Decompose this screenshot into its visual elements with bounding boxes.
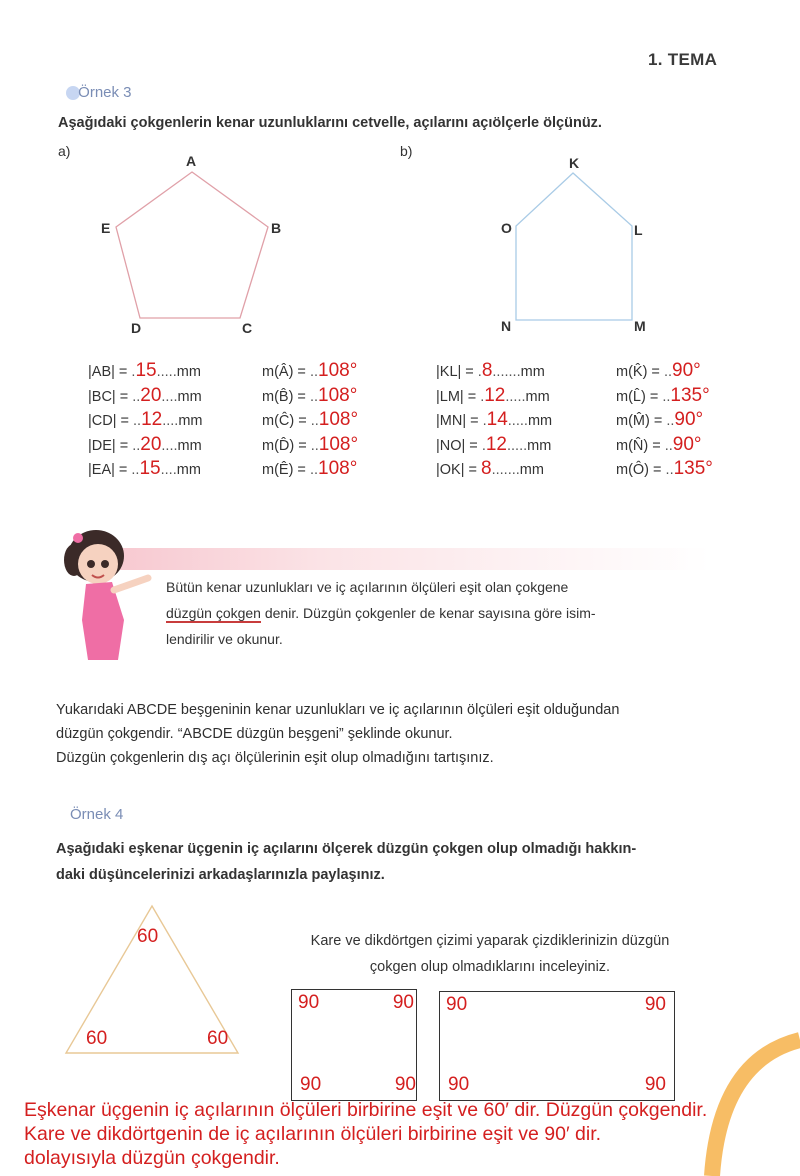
triangle-angle-top: 60 xyxy=(137,926,159,947)
paragraph-line-3: Düzgün çokgenlerin dış açı ölçülerinin eşit olup olmadığını tartışınız. xyxy=(56,750,494,766)
info-band xyxy=(110,548,710,570)
answer-ok: 8 xyxy=(481,458,492,479)
instruction-line-1: Kare ve dikdörtgen çizimi yaparak çizdiklerinizin düzgün xyxy=(310,933,670,949)
example-3-question: Aşağıdaki çokgenlerin kenar uzunluklarını cetvelle, açılarını açıölçerle ölçünüz. xyxy=(58,115,602,131)
answer-mn: 14 xyxy=(486,409,508,430)
angle-row-l: m(L̂) = ..135° xyxy=(616,384,710,406)
side-row-bc: |BC| = ..20....mm xyxy=(88,384,202,406)
girl-character-illustration xyxy=(52,520,162,670)
info-line-3: lendirilir ve okunur. xyxy=(166,631,283,647)
rectangle-angle-tl: 90 xyxy=(446,994,468,1015)
triangle-angle-right: 60 xyxy=(207,1028,229,1049)
answer-line-1: Eşkenar üçgenin iç açılarının ölçüleri birbirine eşit ve 60′ dir. Düzgün çokgendir. xyxy=(24,1099,708,1121)
pentagon-angles-list xyxy=(262,360,358,483)
answer-no: 12 xyxy=(485,433,507,455)
rectangle-figure xyxy=(439,991,675,1101)
rectangle-angle-tr: 90 xyxy=(644,994,666,1015)
side-row-mn: |MN| = .14.....mm xyxy=(436,409,553,430)
square-figure xyxy=(291,989,417,1101)
angle-row-n: m(N̂) = ..90° xyxy=(616,433,702,455)
vertex-e: E xyxy=(101,220,111,236)
answer-angle-c: 108° xyxy=(318,409,359,430)
answer-angle-e: 108° xyxy=(318,458,358,479)
answer-lm: 12 xyxy=(484,384,506,406)
vertex-a: A xyxy=(186,153,197,169)
side-row-ab: |AB| = .15.....mm xyxy=(88,360,201,381)
example-4-question xyxy=(56,836,636,888)
part-b-label: b) xyxy=(400,143,413,159)
side-row-cd: |CD| = ..12....mm xyxy=(88,409,203,430)
answer-angle-k: 90° xyxy=(672,360,701,381)
vertex-k: K xyxy=(569,155,580,171)
term-regular-polygon: düzgün çokgen xyxy=(166,605,261,621)
pentagon-klmno-shape xyxy=(516,173,632,320)
answer-angle-o: 135° xyxy=(673,458,713,479)
vertex-n: N xyxy=(501,318,512,334)
vertex-d: D xyxy=(131,320,142,336)
angle-row-k: m(K̂) = ..90° xyxy=(616,360,701,381)
answer-line-2: Kare ve dikdörtgenin de iç açılarının ölçüleri birbirine eşit ve 90′ dir. xyxy=(24,1123,602,1145)
example-4-question-line-2: daki düşüncelerinizi arkadaşlarınızla paylaşınız. xyxy=(56,867,385,883)
answer-angle-m: 90° xyxy=(674,409,704,430)
paragraph-line-1: Yukarıdaki ABCDE beşgeninin kenar uzunlukları ve iç açılarının ölçüleri eşit olduğundan xyxy=(56,702,620,718)
rectangle-angle-br: 90 xyxy=(644,1074,666,1095)
answer-angle-b: 108° xyxy=(318,384,358,406)
side-row-lm: |LM| = .12.....mm xyxy=(436,384,550,406)
angle-row-m: m(M̂) = ..90° xyxy=(616,409,704,430)
angle-row-c: m(Ĉ) = ..108° xyxy=(262,409,359,430)
pentagon-figure xyxy=(0,0,800,350)
vertex-o: O xyxy=(501,220,512,236)
polygon-angles-list xyxy=(616,360,713,483)
explanation-paragraph xyxy=(56,698,756,770)
answer-kl: 8 xyxy=(481,360,493,381)
answer-bc: 20 xyxy=(140,384,162,406)
side-row-kl: |KL| = .8.......mm xyxy=(436,360,545,381)
side-row-ea: |EA| = ..15....mm xyxy=(88,458,201,479)
angle-row-o: m(Ô) = ..135° xyxy=(616,458,713,479)
square-rectangle-instruction xyxy=(280,928,700,980)
side-row-no: |NO| = .12.....mm xyxy=(436,433,552,455)
side-row-de: |DE| = ..20....mm xyxy=(88,433,202,455)
triangle-angle-left: 60 xyxy=(86,1028,108,1049)
example-3-label-text: Örnek 3 xyxy=(78,84,132,101)
answer-de: 20 xyxy=(140,433,162,455)
angle-row-d: m(D̂) = ..108° xyxy=(262,433,359,455)
square-angle-br: 90 xyxy=(394,1074,416,1095)
side-row-ok: |OK| = 8.......mm xyxy=(436,458,544,479)
square-angle-tl: 90 xyxy=(298,992,320,1013)
vertex-m: M xyxy=(634,318,646,334)
answer-angle-a: 108° xyxy=(318,360,358,381)
page-section-title: 1. TEMA xyxy=(648,50,718,69)
answer-ab: 15 xyxy=(135,360,157,381)
info-line-2: düzgün çokgen denir. Düzgün çokgenler de kenar sayısına göre isim- xyxy=(166,605,596,621)
square-angle-tr: 90 xyxy=(392,992,414,1013)
square-angle-bl: 90 xyxy=(300,1074,322,1095)
answer-line-3: dolayısıyla düzgün çokgendir. xyxy=(24,1147,280,1169)
angle-row-b: m(B̂) = ..108° xyxy=(262,384,358,406)
answer-cd: 12 xyxy=(141,409,163,430)
pentagon-shape xyxy=(116,172,268,318)
info-box-text xyxy=(166,574,706,652)
info-line-1: Bütün kenar uzunlukları ve iç açılarının ölçüleri eşit olan çokgene xyxy=(166,579,569,595)
example-4-label: Örnek 4 xyxy=(70,806,124,823)
pentagon-sides-list xyxy=(88,360,203,483)
example-4-question-line-1: Aşağıdaki eşkenar üçgenin iç açılarını ölçerek düzgün çokgen olup olmadığı hakkın- xyxy=(56,841,637,857)
angle-row-e: m(Ê) = ..108° xyxy=(262,458,358,479)
answer-ea: 15 xyxy=(139,458,161,479)
instruction-line-2: çokgen olup olmadıklarını inceleyiniz. xyxy=(369,959,611,975)
paragraph-line-2: düzgün çokgendir. “ABCDE düzgün beşgeni” şeklinde okunur. xyxy=(56,726,453,742)
answer-angle-n: 90° xyxy=(672,433,702,455)
rectangle-angle-bl: 90 xyxy=(448,1074,470,1095)
polygon-sides-list xyxy=(436,360,552,483)
handwritten-answer xyxy=(24,1098,794,1170)
angle-row-a: m(Â) = ..108° xyxy=(262,360,358,381)
vertex-c: C xyxy=(242,320,253,336)
answer-angle-d: 108° xyxy=(318,433,359,455)
answer-angle-l: 135° xyxy=(670,384,710,406)
vertex-l: L xyxy=(634,222,643,238)
part-a-label: a) xyxy=(58,143,71,159)
vertex-b: B xyxy=(271,220,282,236)
